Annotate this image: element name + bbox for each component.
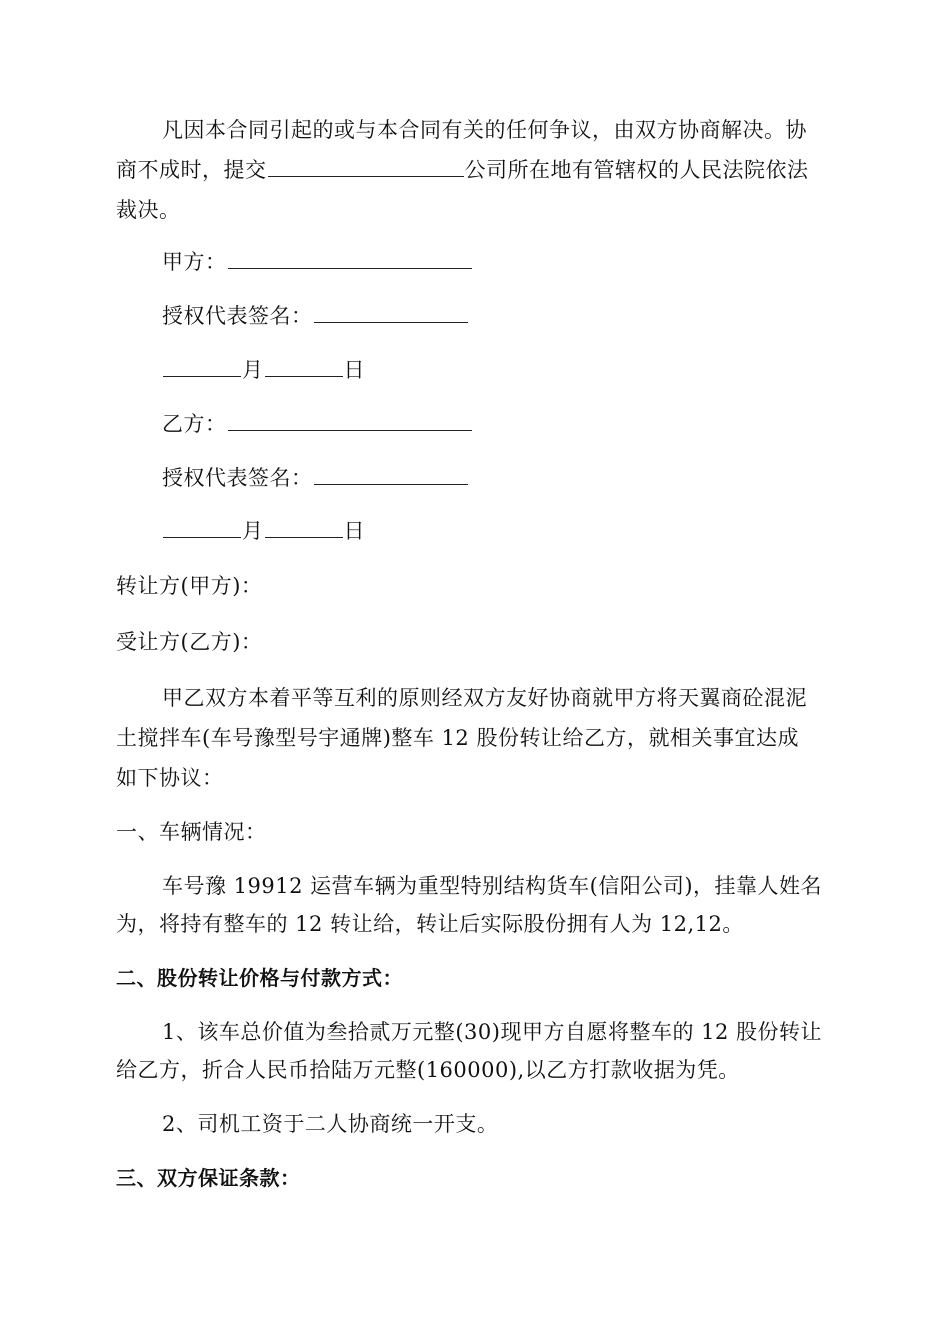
party-b-line [162,410,473,438]
party-a-day-label: 日 [343,358,365,382]
party-b-blank [228,410,472,431]
intro-line-2: 土搅拌车(车号豫型号宇通牌)整车 12 股份转让给乙方，就相关事宜达成 [116,726,799,750]
dispute-line-2 [116,156,809,184]
party-a-date-line [162,356,365,384]
intro-line-1: 甲乙双方本着平等互利的原则经双方友好协商就甲方将天翼商砼混泥 [162,686,807,710]
dispute-line-2-end: 公司所在地有管辖权的人民法院依法 [464,158,809,182]
section-2-item-1-line-1: 1、该车总价值为叁拾贰万元整(30)现甲方自愿将整车的 12 股份转让 [162,1020,823,1044]
court-blank-line [268,156,464,177]
section-1-line-2: 为，将持有整车的 12 转让给，转让后实际股份拥有人为 12,12。 [116,912,744,936]
transferee-line: 受让方(乙方)： [116,630,263,654]
section-1-title: 一、车辆情况： [116,820,267,844]
party-a-day-blank [265,356,343,377]
party-b-date-line [162,517,365,545]
section-1-line-1: 车号豫 19912 运营车辆为重型特别结构货车(信阳公司)，挂靠人姓名 [162,874,823,898]
party-b-month-blank [163,517,241,538]
dispute-line-3: 裁决。 [116,198,181,222]
party-b-day-blank [265,517,343,538]
section-2-item-1-line-2: 给乙方，折合人民币拾陆万元整(160000),以乙方打款收据为凭。 [116,1058,740,1082]
party-b-rep-line [162,464,469,492]
transferor-line: 转让方(甲方)： [116,574,263,598]
party-b-signature-blank [314,464,468,485]
party-b-rep-label: 授权代表签名： [162,466,313,490]
section-3-title: 三、双方保证条款： [116,1166,301,1190]
party-a-line [162,248,473,276]
dispute-line-2-start: 商不成时，提交 [116,158,267,182]
party-a-rep-line [162,302,469,330]
section-2-item-2: 2、司机工资于二人协商统一开支。 [162,1112,499,1136]
intro-line-3: 如下协议： [116,766,224,790]
party-a-signature-blank [314,302,468,323]
party-b-label: 乙方： [162,412,227,436]
party-b-day-label: 日 [343,519,365,543]
party-b-month-label: 月 [242,519,264,543]
party-a-month-label: 月 [242,358,264,382]
section-2-title: 二、股份转让价格与付款方式： [116,966,403,990]
party-a-blank [228,248,472,269]
party-a-rep-label: 授权代表签名： [162,304,313,328]
party-a-month-blank [163,356,241,377]
dispute-line-1: 凡因本合同引起的或与本合同有关的任何争议，由双方协商解决。协 [162,118,807,142]
party-a-label: 甲方： [162,250,227,274]
